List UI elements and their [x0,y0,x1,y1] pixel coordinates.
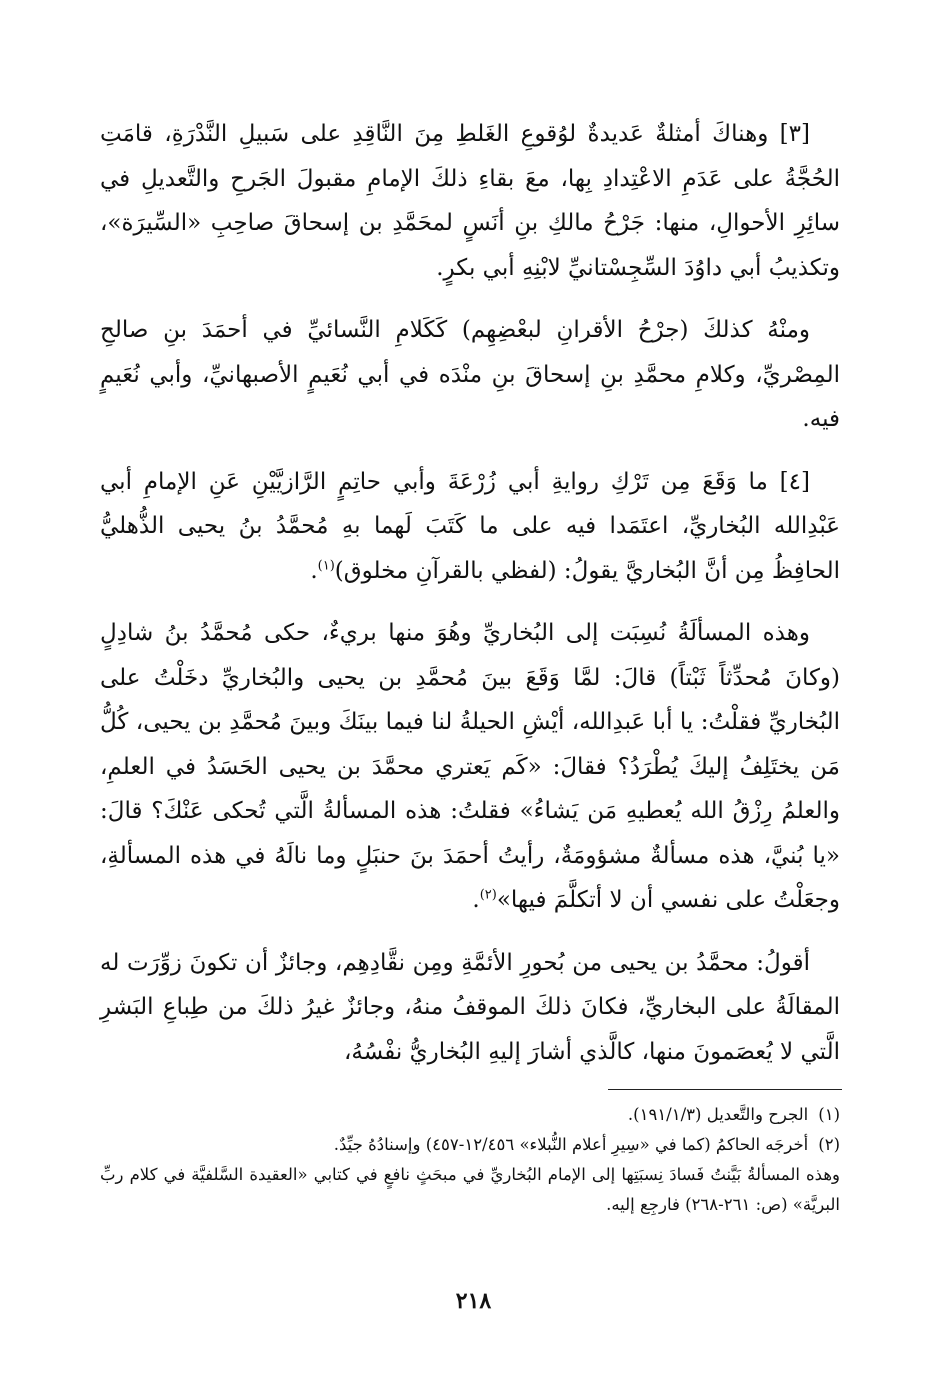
footnote-2: (٢)أخرجَه الحاكمُ (كما في «سِيرِ أعلام النُّبلاء» ١٢/٤٥٦-٤٥٧) وإسنادُهُ جيِّدٌ. [333,1135,840,1154]
footnote-ref-1[interactable]: (١) [317,557,335,573]
paragraph-4: [٤] ما وَقَعَ مِن تَرْكِ روايةِ أبي زُرْعَةَ وأبي حاتِمٍ الرَّازيَّيْنِ عَنِ الإمامِ أبي عَبْدِالله البُخاريِّ، اعتَمَدا فيه على ما كَتَبَ لَهما بهِ مُحمَّدُ بنُ يحيى الذُّهليُّ الحافِظُ مِن أنَّ البُخاريَّ يقولُ: (لفظي بالقرآنِ مخلوق)$^{(١)}$. [100,468,840,584]
page-number: ٢١٨ [455,1288,492,1314]
footnote-divider [608,1089,842,1090]
paragraph-issue: وهذه المسألَةُ نُسِبَت إلى البُخاريِّ وهُوَ منها بريءٌ، حكى مُحمَّدُ بنُ شادِلٍ (وكانَ مُحدِّثاً ثَبْتاً) قالَ: لمَّا وَقَعَ بينَ مُحمَّدِ بن يحيى والبُخاريِّ دخَلْتُ على البُخاريِّ فقلْتُ: يا أبا عَبدِالله، أيْشِ الحيلةُ لنا فيما بينَكَ وبينَ مُحمَّدِ بن يحيى، كُلُّ مَن يختَلِفُ إليكَ يُطْرَدُ؟ فقالَ: «كَم يَعتري محمَّدَ بن يحيى الحَسَدُ في العلمِ، والعلمُ رِزْقُ الله يُعطيهِ مَن يَشاءُ» فقلتُ: هذه المسألةُ الَّتي تُحكى عَنْكَ؟ قالَ: «يا بُنيَّ، هذه مسألةٌ مشؤومَةٌ، رأيتُ أحمَدَ بنَ حنبَلٍ وما نالَهُ في هذه المسألةِ، وجعَلْتُ على نفسي أن لا أتكلَّمَ فيها»$^{(٢)}$. [100,620,840,913]
main-text [100,112,840,1092]
footnote-2-continuation: وهذه المسألةُ بَيَّنتُ فَسادَ نِسبَتِها إلى الإمام البُخاريِّ في مبحَثٍ نافعٍ في كتابي «العقيدة السَّلفيَّة في كلام ربِّ البريَّة» (ص: ٢٦١-٢٦٨) فارجِع إليه. [100,1165,840,1214]
footnote-1: (١)الجرح والتَّعديل (١٩١/١/٣). [627,1105,840,1124]
paragraph-3: [٣] وهناكَ أمثلةٌ عَديدةٌ لوُقوعِ الغَلطِ مِنَ النَّاقِدِ على سَبيلِ النَّدْرَةِ، قامَتِ الحُجَّةُ على عَدَمِ الاعْتِدادِ بِها، معَ بقاءِ ذلكَ الإمامِ مقبولَ الجَرحِ والتَّعديلِ في سائِرِ الأحوالِ، منها: جَرْحُ مالكِ بنِ أنَسٍ لمحَمَّدِ بن إسحاقَ صاحِبِ «السِّيرَة»، وتكذيبُ أبي داوُدَ السِّجِسْتانيِّ لابْنِهِ أبي بكرٍ. [100,121,840,281]
footnotes [100,1100,840,1220]
footnote-ref-2[interactable]: (٢) [479,887,497,903]
paragraph-aqool: أقولُ: محمَّدُ بن يحيى من بُحورِ الأئمَّةِ ومِن نقَّادِهِم، وجائزٌ أن تكونَ زوِّرَت له المقالَةُ على البخاريِّ، فكانَ ذلكَ الموقفُ منهُ، وجائزٌ غيرُ ذلكَ من طِباعِ البَشرِ الَّتي لا يُعصَمونَ منها، كالَّذي أشارَ إليهِ البُخاريُّ نفْسُهُ، [100,949,840,1065]
paragraph-peers: ومنْهُ كذلكَ (جرْحُ الأقرانِ لبعْضِهِم) كَكَلامِ النَّسائيِّ في أحمَدَ بنِ صالحِ المِصْريِّ، وكلامِ محمَّدِ بنِ إسحاقَ بنِ منْدَه في أبي نُعَيمٍ الأصبهانيِّ، وأبي نُعَيمٍ فيه. [100,317,840,432]
